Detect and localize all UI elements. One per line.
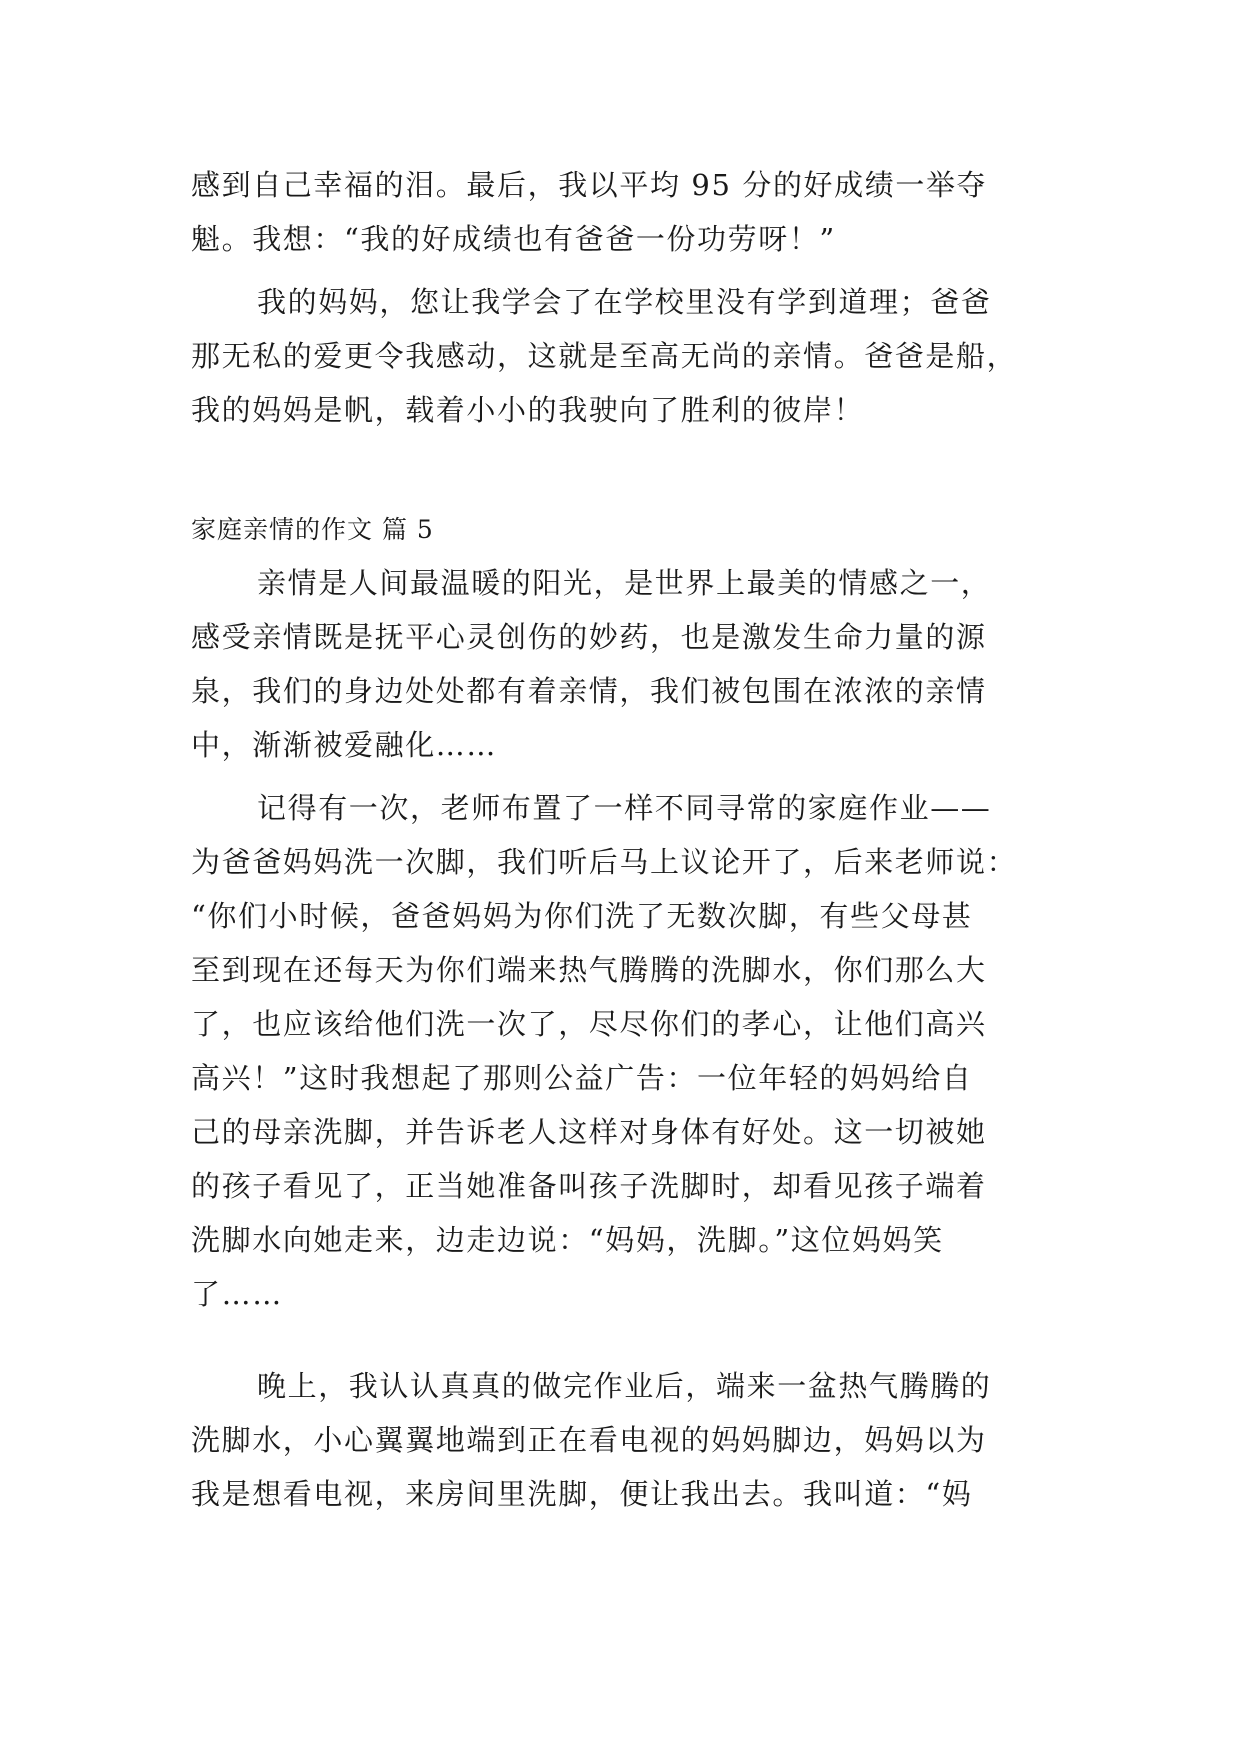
paragraph-line: 中，渐渐被爱融化…… bbox=[191, 728, 498, 762]
paragraph-line: 魁。我想：“我的好成绩也有爸爸一份功劳呀！” bbox=[191, 222, 836, 256]
paragraph-line: 我的妈妈，您让我学会了在学校里没有学到道理；爸爸 bbox=[257, 285, 992, 319]
paragraph-line: 感到自己幸福的泪。最后，我以平均 95 分的好成绩一举夺 bbox=[191, 168, 988, 202]
paragraph-line: 我是想看电视，来房间里洗脚，便让我出去。我叫道：“妈 bbox=[191, 1477, 973, 1511]
paragraph-line: 为爸爸妈妈洗一次脚，我们听后马上议论开了，后来老师说： bbox=[191, 845, 1018, 879]
paragraph-line: 亲情是人间最温暖的阳光，是世界上最美的情感之一， bbox=[257, 566, 992, 600]
paragraph-line: 了…… bbox=[191, 1277, 283, 1311]
paragraph-line: 至到现在还每天为你们端来热气腾腾的洗脚水，你们那么大 bbox=[191, 953, 987, 987]
paragraph-line: 记得有一次，老师布置了一样不同寻常的家庭作业—— bbox=[257, 791, 992, 825]
paragraph-line: 洗脚水，小心翼翼地端到正在看电视的妈妈脚边，妈妈以为 bbox=[191, 1423, 987, 1457]
paragraph-line: 感受亲情既是抚平心灵创伤的妙药，也是激发生命力量的源 bbox=[191, 620, 987, 654]
paragraph-line: 了，也应该给他们洗一次了，尽尽你们的孝心，让他们高兴 bbox=[191, 1007, 987, 1041]
paragraph-line: 己的母亲洗脚，并告诉老人这样对身体有好处。这一切被她 bbox=[191, 1115, 987, 1149]
paragraph-line: 我的妈妈是帆，载着小小的我驶向了胜利的彼岸！ bbox=[191, 393, 865, 427]
section-title: 家庭亲情的作文 篇 5 bbox=[191, 515, 434, 544]
paragraph-line: 泉，我们的身边处处都有着亲情，我们被包围在浓浓的亲情 bbox=[191, 674, 987, 708]
paragraph-line: “你们小时候，爸爸妈妈为你们洗了无数次脚，有些父母甚 bbox=[191, 899, 973, 933]
paragraph-line: 晚上，我认认真真的做完作业后，端来一盆热气腾腾的 bbox=[257, 1369, 992, 1403]
paragraph-line: 洗脚水向她走来，边走边说：“妈妈，洗脚。”这位妈妈笑 bbox=[191, 1223, 944, 1257]
paragraph-line: 高兴！”这时我想起了那则公益广告：一位年轻的妈妈给自 bbox=[191, 1061, 973, 1095]
paragraph-line: 的孩子看见了，正当她准备叫孩子洗脚时，却看见孩子端着 bbox=[191, 1169, 987, 1203]
paragraph-line: 那无私的爱更令我感动，这就是至高无尚的亲情。爸爸是船， bbox=[191, 339, 1018, 373]
